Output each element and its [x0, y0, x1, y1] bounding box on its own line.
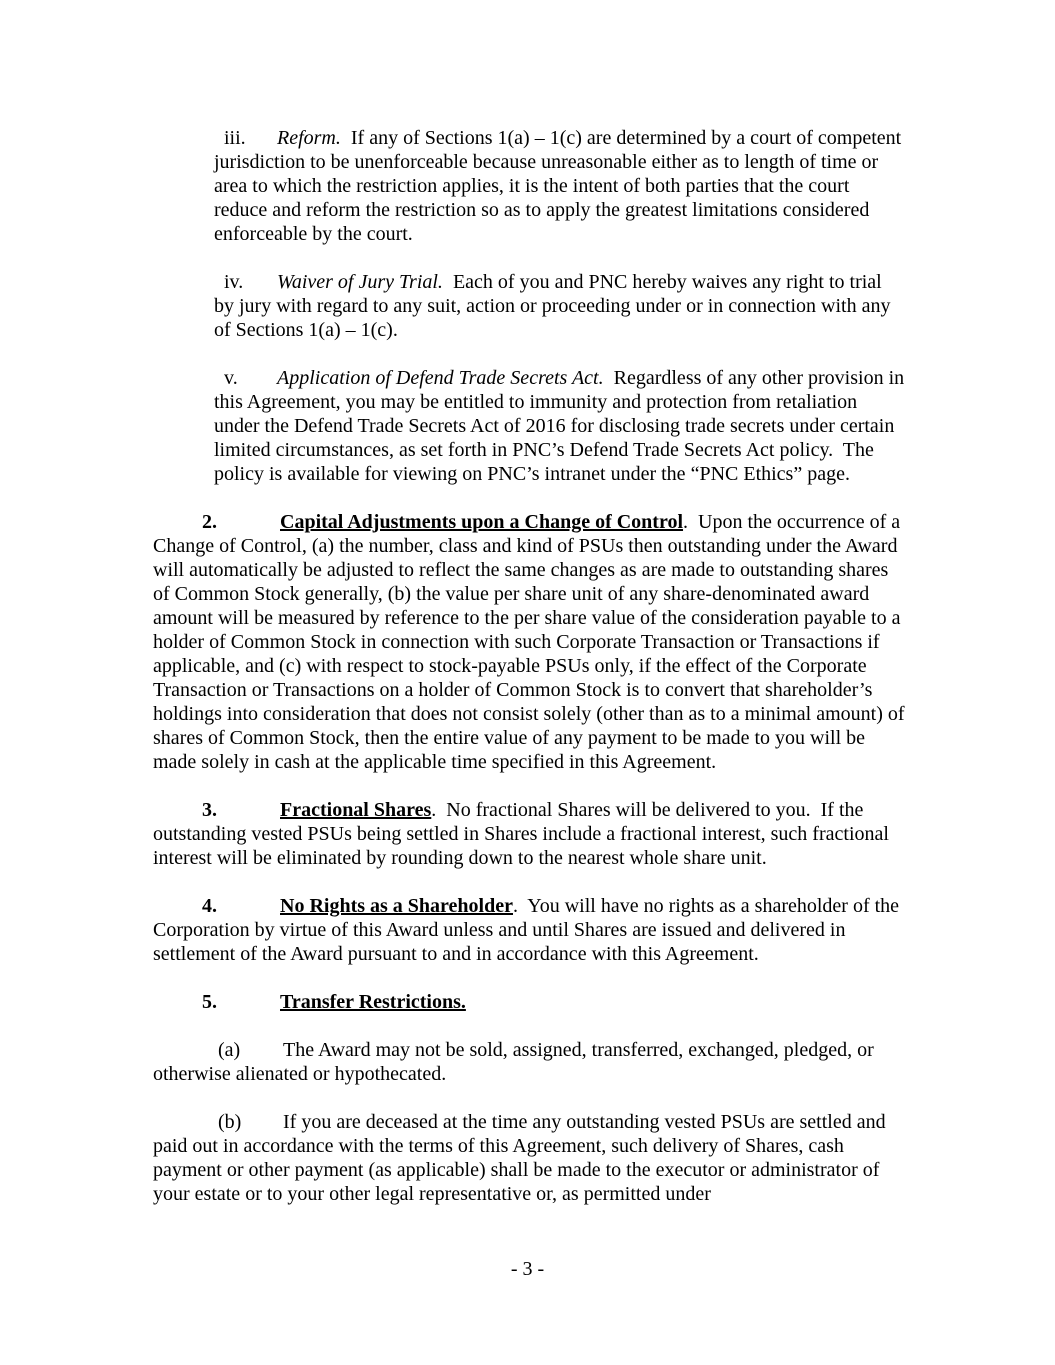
page-number: - 3 -	[510, 1258, 545, 1280]
paragraph-iii	[214, 126, 905, 246]
section-2	[153, 510, 910, 774]
paragraph-a-text: The Award may not be sold, assigned, transferred, exchanged, pledged, or otherwise alienated or hypothecated.	[153, 1039, 879, 1085]
document-content	[153, 126, 910, 1230]
section-3-number: 3.	[202, 799, 217, 821]
paragraph-b-text: If you are deceased at the time any outstanding vested PSUs are settled and paid out in accordance with the terms of this Agreement, such delivery of Shares, cash payment or other payment (as applicable) shall be made to the executor or administrator of your estate or to your other legal representative or, as permitted under	[153, 1111, 891, 1205]
paragraph-a	[153, 1038, 905, 1086]
section-5-number: 5.	[202, 991, 217, 1013]
paragraph-iii-number: iii.	[224, 127, 246, 149]
section-2-text: . Upon the occurrence of a Change of Control, (a) the number, class and kind of PSUs then outstanding under the Award will automatically be adjusted to reflect the same changes as are made to outstanding shares of Common Stock generally, (b) the value per share unit of any share-denominated award amount will be measured by reference to the per share value of the consideration payable to a holder of Common Stock in connection with such Corporate Transaction or Transactions if applicable, and (c) with respect to stock-payable PSUs only, if the effect of the Corporate Transaction or Transactions on a holder of Common Stock is to convert that shareholder’s holdings into consideration that does not consist solely (other than as to a minimal amount) of shares of Common Stock, then the entire value of any payment to be made to you will be made solely in cash at the applicable time specified in this Agreement.	[153, 511, 910, 773]
paragraph-a-number: (a)	[218, 1039, 241, 1061]
paragraph-iii-title: Reform.	[277, 127, 341, 149]
paragraph-b	[153, 1110, 905, 1206]
paragraph-iv-title: Waiver of Jury Trial.	[277, 271, 443, 293]
section-5	[153, 990, 905, 1014]
section-2-heading: Capital Adjustments upon a Change of Control	[280, 511, 684, 533]
paragraph-iv-number: iv.	[224, 271, 244, 293]
section-5-heading: Transfer Restrictions.	[280, 991, 466, 1013]
section-4-heading: No Rights as a Shareholder	[280, 895, 513, 917]
paragraph-v-number: v.	[224, 367, 238, 389]
paragraph-v-title: Application of Defend Trade Secrets Act.	[277, 367, 604, 389]
section-4-number: 4.	[202, 895, 217, 917]
section-4	[153, 894, 905, 966]
paragraph-iv-text: Each of you and PNC hereby waives any right to trial by jury with regard to any suit, action or proceeding under or in connection with any of Sections 1(a) – 1(c).	[214, 271, 896, 341]
section-3-text: . No fractional Shares will be delivered to you. If the outstanding vested PSUs being settled in Shares include a fractional interest, such fractional interest will be eliminated by rounding down to the nearest whole share unit.	[153, 799, 894, 869]
paragraph-iv	[214, 270, 905, 342]
section-3	[153, 798, 905, 870]
section-3-heading: Fractional Shares	[280, 799, 432, 821]
paragraph-v	[214, 366, 910, 486]
paragraph-iii-text: If any of Sections 1(a) – 1(c) are determined by a court of competent jurisdiction to be unenforceable because unreasonable either as to length of time or area to which the restriction applies, it is the intent of both parties that the court reduce and reform the restriction so as to apply the greatest limitations considered enforceable by the court.	[214, 127, 907, 245]
section-4-text: . You will have no rights as a shareholder of the Corporation by virtue of this Award unless and until Shares are issued and delivered in settlement of the Award pursuant to and in accordance with this Agreement.	[153, 895, 905, 965]
paragraph-v-text: Regardless of any other provision in this Agreement, you may be entitled to immunity and protection from retaliation under the Defend Trade Secrets Act of 2016 for disclosing trade secrets under certain limited circumstances, as set forth in PNC’s Defend Trade Secrets Act policy. The policy is available for viewing on PNC’s intranet under the “PNC Ethics” page.	[214, 367, 910, 485]
section-2-number: 2.	[202, 511, 217, 533]
paragraph-b-number: (b)	[218, 1111, 242, 1133]
